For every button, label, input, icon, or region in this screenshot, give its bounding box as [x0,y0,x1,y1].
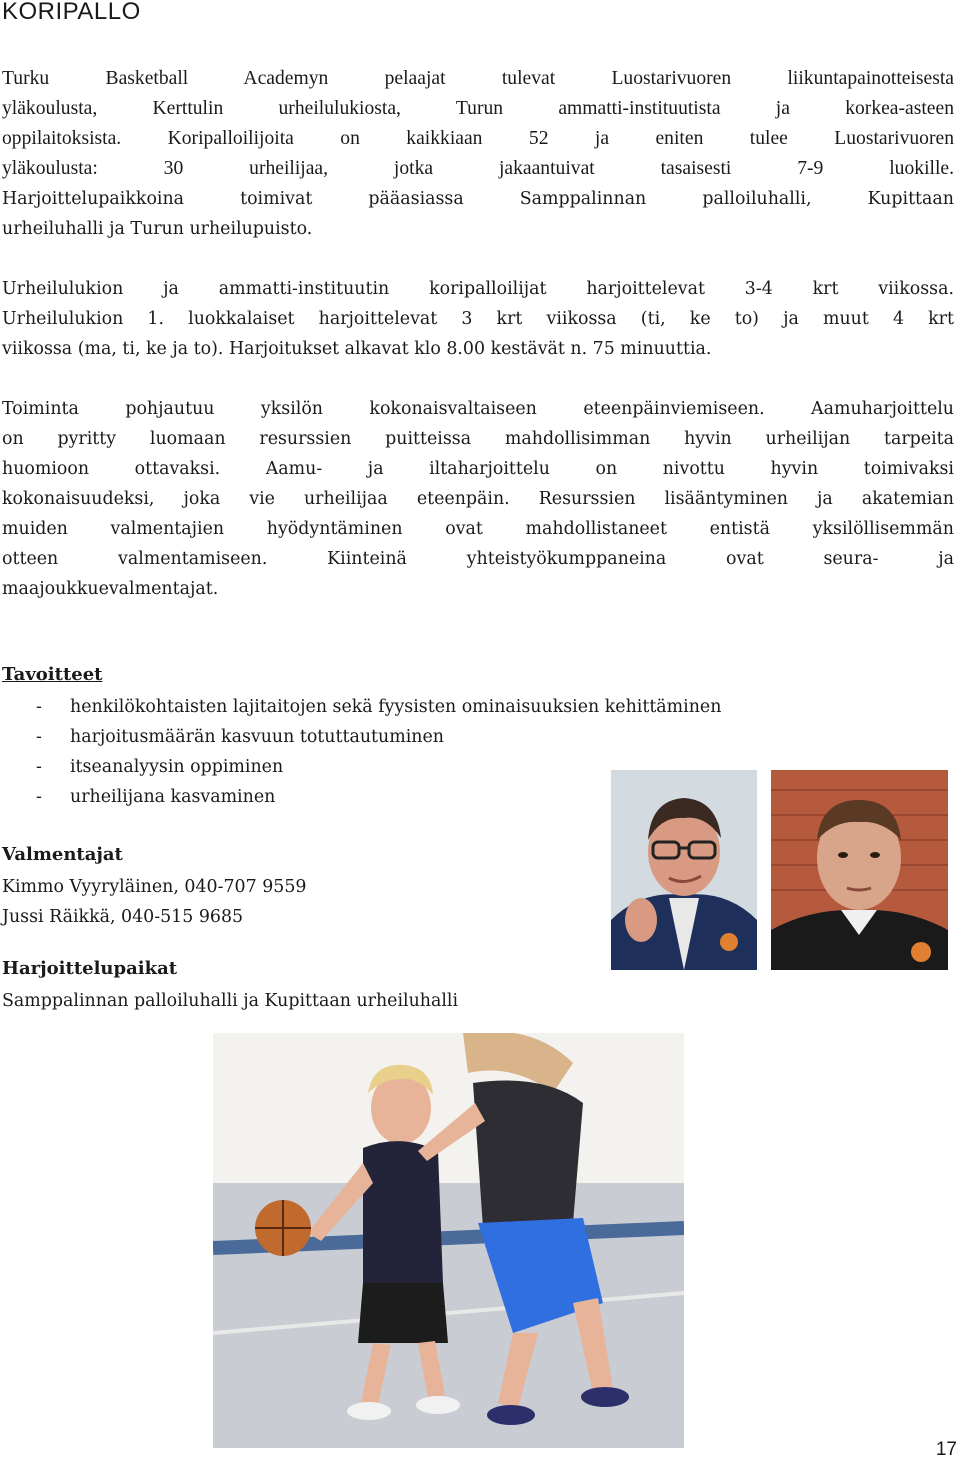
coach-contact: Jussi Räikkä, 040-515 9685 [2,907,244,927]
text-line: viikossa (ma, ti, ke ja to). Harjoitukset alkavat klo 8.00 kestävät n. 75 minuuttia. [2,339,712,359]
players-illustration [213,1033,684,1448]
text-line: muiden valmentajien hyödyntäminen ovat mahdollistaneet entistä yksilöllisemmän [2,519,954,539]
coach-portrait-illustration [611,770,757,970]
text-line: urheiluhalli ja Turun urheilupuisto. [2,219,313,239]
coaches-heading: Valmentajat [2,844,123,865]
intro-paragraph [2,64,954,244]
coach-photo-2 [771,770,948,970]
text-line: Urheilulukion ja ammatti-instituutin koripalloilijat harjoittelevat 3-4 krt viikossa. [2,279,954,299]
text-line: kokonaisuudeksi, joka vie urheilijaa eteenpäin. Resurssien lisääntyminen ja akatemian [2,489,954,509]
bullet-dash: - [36,697,42,717]
list-item-text: henkilökohtaisten lajitaitojen sekä fyysisten ominaisuuksien kehittäminen [70,697,722,717]
text-line: otteen valmentamiseen. Kiinteinä yhteistyökumppaneina ovat seura- ja [2,549,954,569]
schedule-paragraph [2,274,954,364]
text-line: maajoukkuevalmentajat. [2,579,219,599]
text-line: Turku Basketball Academyn pelaajat tulevat Luostarivuoren liikuntapainotteisesta [2,68,954,89]
document-title: KORIPALLO [2,0,141,25]
coach-portrait-illustration [771,770,948,970]
basketball-players-photo [213,1033,684,1448]
text-line: yläkoulusta: 30 urheilijaa, jotka jakaantuivat tasaisesti 7-9 luokille. [2,158,954,179]
coach-photo-1 [611,770,757,970]
list-item [2,722,721,752]
list-item [2,692,721,722]
bullet-dash: - [36,787,42,807]
venues-heading: Harjoittelupaikat [2,958,178,979]
goals-heading: Tavoitteet [2,664,103,685]
philosophy-paragraph [2,394,954,604]
text-line: Urheilulukion 1. luokkalaiset harjoittelevat 3 krt viikossa (ti, ke to) ja muut 4 krt [2,309,954,329]
bullet-dash: - [36,727,42,747]
text-line: yläkoulusta, Kerttulin urheilulukiosta, Turun ammatti-instituutista ja korkea-asteen [2,98,954,119]
list-item-text: urheilijana kasvaminen [70,787,276,807]
list-item-text: harjoitusmäärän kasvuun totuttautuminen [70,727,444,747]
text-line: huomioon ottavaksi. Aamu- ja iltaharjoittelu on nivottu hyvin toimivaksi [2,459,954,479]
list-item-text: itseanalyysin oppiminen [70,757,284,777]
coach-contact: Kimmo Vyyryläinen, 040-707 9559 [2,877,307,897]
text-line: Toiminta pohjautuu yksilön kokonaisvaltaiseen eteenpäinviemiseen. Aamuharjoittelu [2,399,954,419]
page-number: 17 [935,1439,957,1460]
text-line: on pyritty luomaan resurssien puitteissa mahdollisimman hyvin urheilijan tarpeita [2,429,954,449]
text-line: oppilaitoksista. Koripalloilijoita on kaikkiaan 52 ja eniten tulee Luostarivuoren [2,128,954,149]
text-line: Harjoittelupaikkoina toimivat pääasiassa Samppalinnan palloiluhalli, Kupittaan [2,189,954,209]
venues-text: Samppalinnan palloiluhalli ja Kupittaan urheiluhalli [2,991,459,1011]
bullet-dash: - [36,757,42,777]
